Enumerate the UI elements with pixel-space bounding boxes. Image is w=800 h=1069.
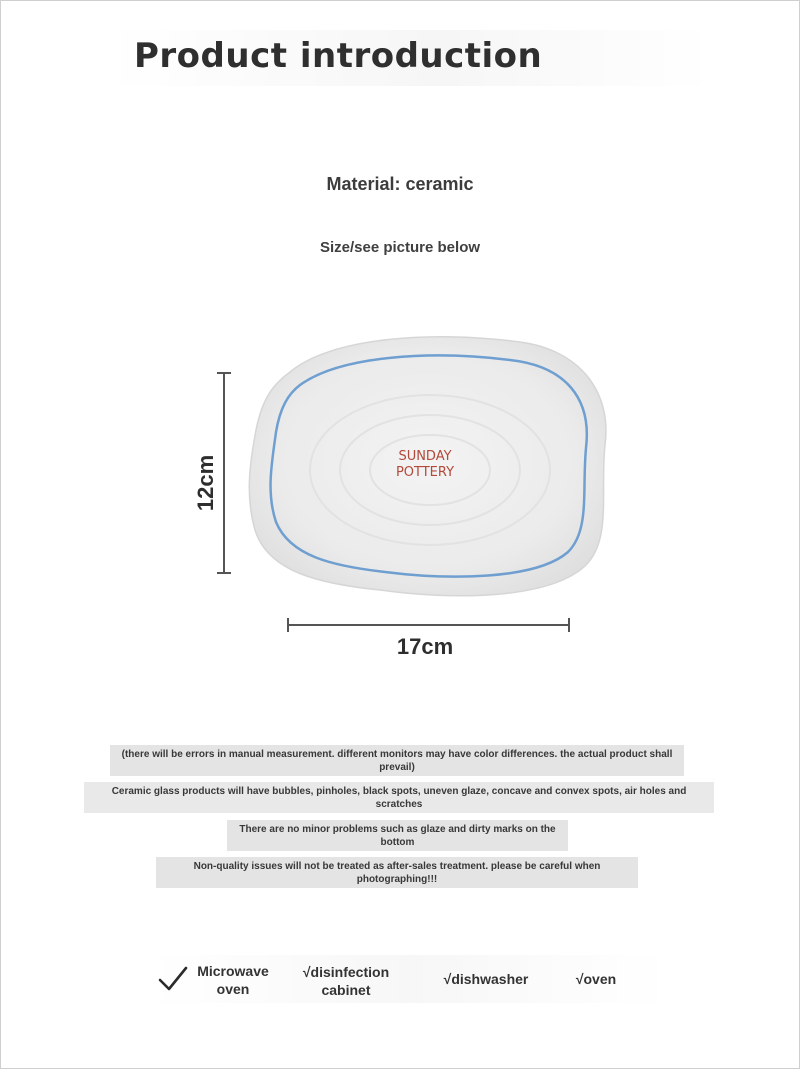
- logo-line-2: POTTERY: [395, 465, 455, 480]
- page-title: Product introduction: [134, 36, 543, 76]
- usage-dishwasher: √dishwasher: [443, 971, 529, 987]
- usage-microwave: Microwave oven: [197, 963, 269, 997]
- notice-after-sales: Non-quality issues will not be treated as after-sales treatment. please be careful when photographing!!!: [156, 857, 638, 888]
- notice-defects: Ceramic glass products will have bubbles, pinholes, black spots, uneven glaze, concave and convex spots, air holes and scratches: [84, 782, 714, 813]
- height-label: 12cm: [193, 454, 218, 512]
- height-dimension-line: [217, 373, 231, 573]
- notice-measurement: (there will be errors in manual measurement. different monitors may have color differences. the actual product shall prevail): [110, 745, 684, 776]
- usage-disinfection-cabinet: √disinfection cabinet: [302, 964, 390, 998]
- logo-line-1: SUNDAY: [398, 449, 452, 464]
- size-note: Size/see picture below: [319, 239, 481, 256]
- width-dimension-line: [288, 618, 569, 632]
- usage-oven: √oven: [575, 971, 617, 987]
- material-spec: Material: ceramic: [326, 174, 474, 194]
- check-icon: [158, 965, 188, 993]
- notice-bottom: There are no minor problems such as glaze and dirty marks on the bottom: [227, 820, 568, 851]
- width-label: 17cm: [396, 634, 454, 659]
